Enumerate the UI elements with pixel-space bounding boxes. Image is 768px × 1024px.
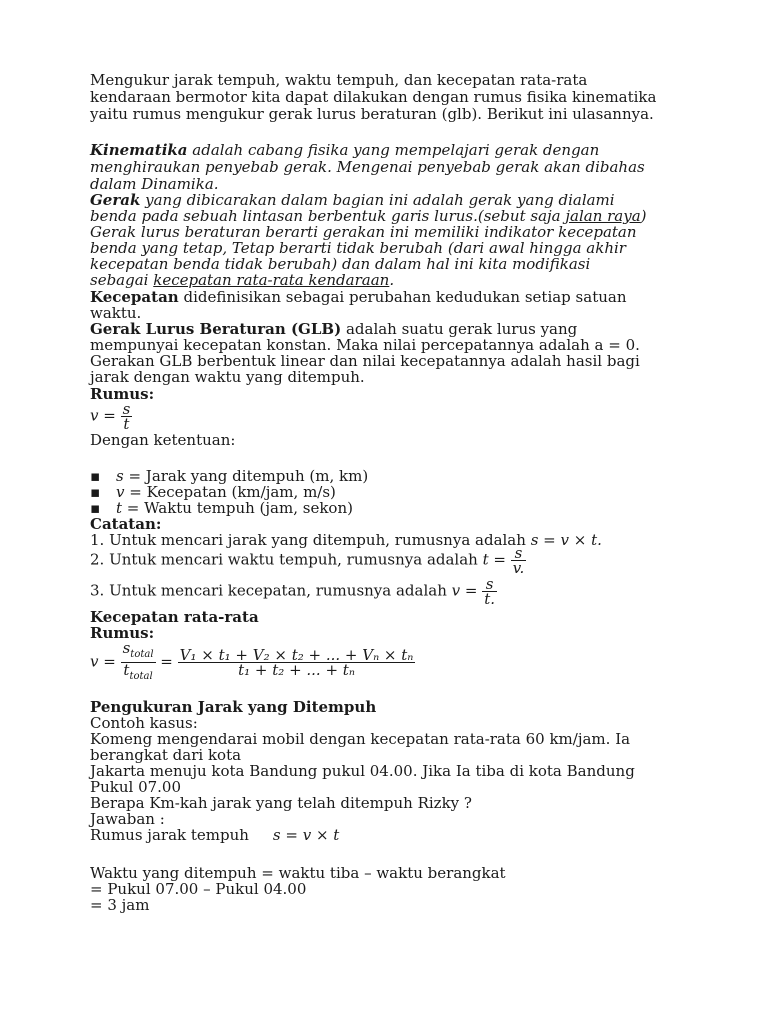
- bullet-icon: ▪: [90, 483, 101, 501]
- subscript: total: [129, 671, 153, 682]
- catatan-item-3: [90, 577, 497, 606]
- formula-v-lhs: v =: [90, 406, 116, 425]
- symbol: t: [116, 499, 123, 517]
- formula-avg-lhs: v =: [90, 652, 116, 671]
- definition: = Kecepatan (km/jam, m/s): [124, 483, 336, 501]
- numerator: V₁ × t₁ + V₂ × t₂ + ... + Vₙ × tₙ: [179, 646, 414, 664]
- symbol: s: [116, 467, 124, 485]
- rumus-jarak-label: Rumus jarak tempuh: [90, 826, 249, 844]
- gerak-text-2a: benda pada sebuah lintasan berbentuk garis lurus.(sebut saja: [90, 207, 566, 225]
- definition: = Waktu tempuh (jam, sekon): [122, 499, 353, 517]
- case-line-3: Jakarta menuju kota Bandung pukul 04.00. Jika Ia tiba di kota Bandung: [90, 762, 635, 780]
- waktu-line-3: = 3 jam: [90, 896, 150, 914]
- rumus-jarak-formula: s = v × t: [272, 826, 340, 844]
- subscript: total: [130, 649, 154, 660]
- fraction-expanded: [178, 648, 416, 677]
- intro-line-1: Mengukur jarak tempuh, waktu tempuh, dan kecepatan rata-rata: [90, 71, 588, 89]
- denominator: t.: [484, 590, 496, 608]
- rumus-jarak-line: [90, 827, 339, 843]
- gerak-text-2b: ): [640, 207, 647, 225]
- catatan-item-2: [90, 546, 526, 575]
- glb-term: Gerak Lurus Beraturan (GLB): [90, 320, 342, 338]
- bullet-icon: ▪: [90, 499, 101, 517]
- catatan-formula-lhs: t =: [482, 550, 506, 569]
- fraction: [511, 546, 526, 575]
- glb-text-1: adalah suatu gerak lurus yang: [341, 320, 578, 338]
- catatan-text: 1. Untuk mencari jarak yang ditempuh, rumusnya adalah: [90, 531, 531, 549]
- rumus-label-2: Rumus:: [90, 624, 155, 642]
- denominator: t: [123, 415, 130, 433]
- kinematika-line-1: [90, 142, 599, 158]
- formula-average-velocity: [90, 641, 415, 684]
- kecepatan-rata-rata-label: Kecepatan rata-rata: [90, 608, 259, 626]
- denominator: t₁ + t₂ + ... + tₙ: [238, 661, 355, 679]
- intro-line-3: yaitu rumus mengukur gerak lurus beraturan (glb). Berikut ini ulasannya.: [90, 105, 654, 123]
- formula-velocity: [90, 402, 132, 431]
- glb-line-4: jarak dengan waktu yang ditempuh.: [90, 368, 365, 386]
- fraction: [482, 577, 497, 606]
- contoh-kasus: Contoh kasus:: [90, 714, 198, 732]
- pengukuran-title: Pengukuran Jarak yang Ditempuh: [90, 698, 377, 716]
- definition: = Jarak yang ditempuh (m, km): [123, 467, 369, 485]
- case-line-4: Pukul 07.00: [90, 778, 182, 796]
- kecepatan-text-1: didefinisikan sebagai perubahan kedudukan setiap satuan: [178, 288, 627, 306]
- gerak-term: Gerak: [90, 191, 141, 209]
- intro-line-2: kendaraan bermotor kita dapat dilakukan dengan rumus fisika kinematika: [90, 88, 657, 106]
- kinematika-term: Kinematika: [90, 141, 188, 159]
- kecepatan-line-1: [90, 289, 626, 305]
- waktu-line-2: = Pukul 07.00 – Pukul 04.00: [90, 880, 307, 898]
- gerak-line-2: [90, 208, 647, 224]
- kecepatan-rata-rata-link[interactable]: kecepatan rata-rata kendaraan: [153, 271, 390, 289]
- gerak-text-6a: sebagai: [90, 271, 154, 289]
- ketentuan-item-t: [90, 500, 353, 516]
- kinematika-line-3: dalam Dinamika.: [90, 175, 219, 193]
- denominator: t: [123, 661, 130, 679]
- fraction: [121, 402, 133, 431]
- case-line-5: Berapa Km-kah jarak yang telah ditempuh Rizky ?: [90, 794, 472, 812]
- jalan-raya-link[interactable]: jalan raya: [565, 207, 641, 225]
- case-line-1: Komeng mengendarai mobil dengan kecepatan rata-rata 60 km/jam. Ia: [90, 730, 631, 748]
- bullet-icon: ▪: [90, 467, 101, 485]
- numerator: s: [122, 400, 131, 418]
- rumus-label: Rumus:: [90, 385, 155, 403]
- gerak-line-6: [90, 272, 394, 288]
- gerak-line-4: benda yang tetap, Tetap berarti tidak berubah (dari awal hingga akhir: [90, 239, 626, 257]
- catatan-text: 2. Untuk mencari waktu tempuh, rumusnya adalah: [90, 550, 483, 569]
- numerator: s: [482, 577, 497, 592]
- kecepatan-line-2: waktu.: [90, 304, 142, 322]
- glb-line-2: mempunyai kecepatan konstan. Maka nilai percepatannya adalah a = 0.: [90, 336, 640, 354]
- jawaban-label: Jawaban :: [90, 810, 165, 828]
- catatan-label: Catatan:: [90, 515, 162, 533]
- catatan-text: 3. Untuk mencari kecepatan, rumusnya adalah: [90, 581, 452, 600]
- ketentuan-label: Dengan ketentuan:: [90, 431, 236, 449]
- kecepatan-term: Kecepatan: [90, 288, 179, 306]
- gerak-line-3: Gerak lurus beraturan berarti gerakan ini memiliki indikator kecepatan: [90, 223, 637, 241]
- glb-line-1: [90, 321, 577, 337]
- kinematika-text-1: adalah cabang fisika yang mempelajari gerak dengan: [187, 141, 600, 159]
- gerak-line-1: [90, 192, 615, 208]
- kinematika-line-2: menghiraukan penyebab gerak. Mengenai penyebab gerak akan dibahas: [90, 158, 645, 176]
- numerator: s: [122, 639, 131, 657]
- gerak-line-5: kecepatan benda tidak berubah) dan dalam hal ini kita modifikasi: [90, 255, 591, 273]
- numerator: s: [511, 546, 526, 561]
- denominator: v.: [512, 559, 525, 577]
- glb-line-3: Gerakan GLB berbentuk linear dan nilai kecepatannya adalah hasil bagi: [90, 352, 640, 370]
- equals-sign: =: [160, 652, 173, 671]
- fraction-total: [121, 641, 156, 684]
- symbol: v: [116, 483, 125, 501]
- waktu-line-1: Waktu yang ditempuh = waktu tiba – waktu berangkat: [90, 864, 506, 882]
- gerak-text-6b: .: [389, 271, 395, 289]
- gerak-text-1: yang dibicarakan dalam bagian ini adalah gerak yang dialami: [140, 191, 615, 209]
- catatan-formula-lhs: v =: [451, 581, 478, 600]
- ketentuan-item-v: [90, 484, 336, 500]
- case-line-2: berangkat dari kota: [90, 746, 242, 764]
- catatan-formula: s = v × t.: [530, 531, 602, 549]
- ketentuan-item-s: [90, 468, 368, 484]
